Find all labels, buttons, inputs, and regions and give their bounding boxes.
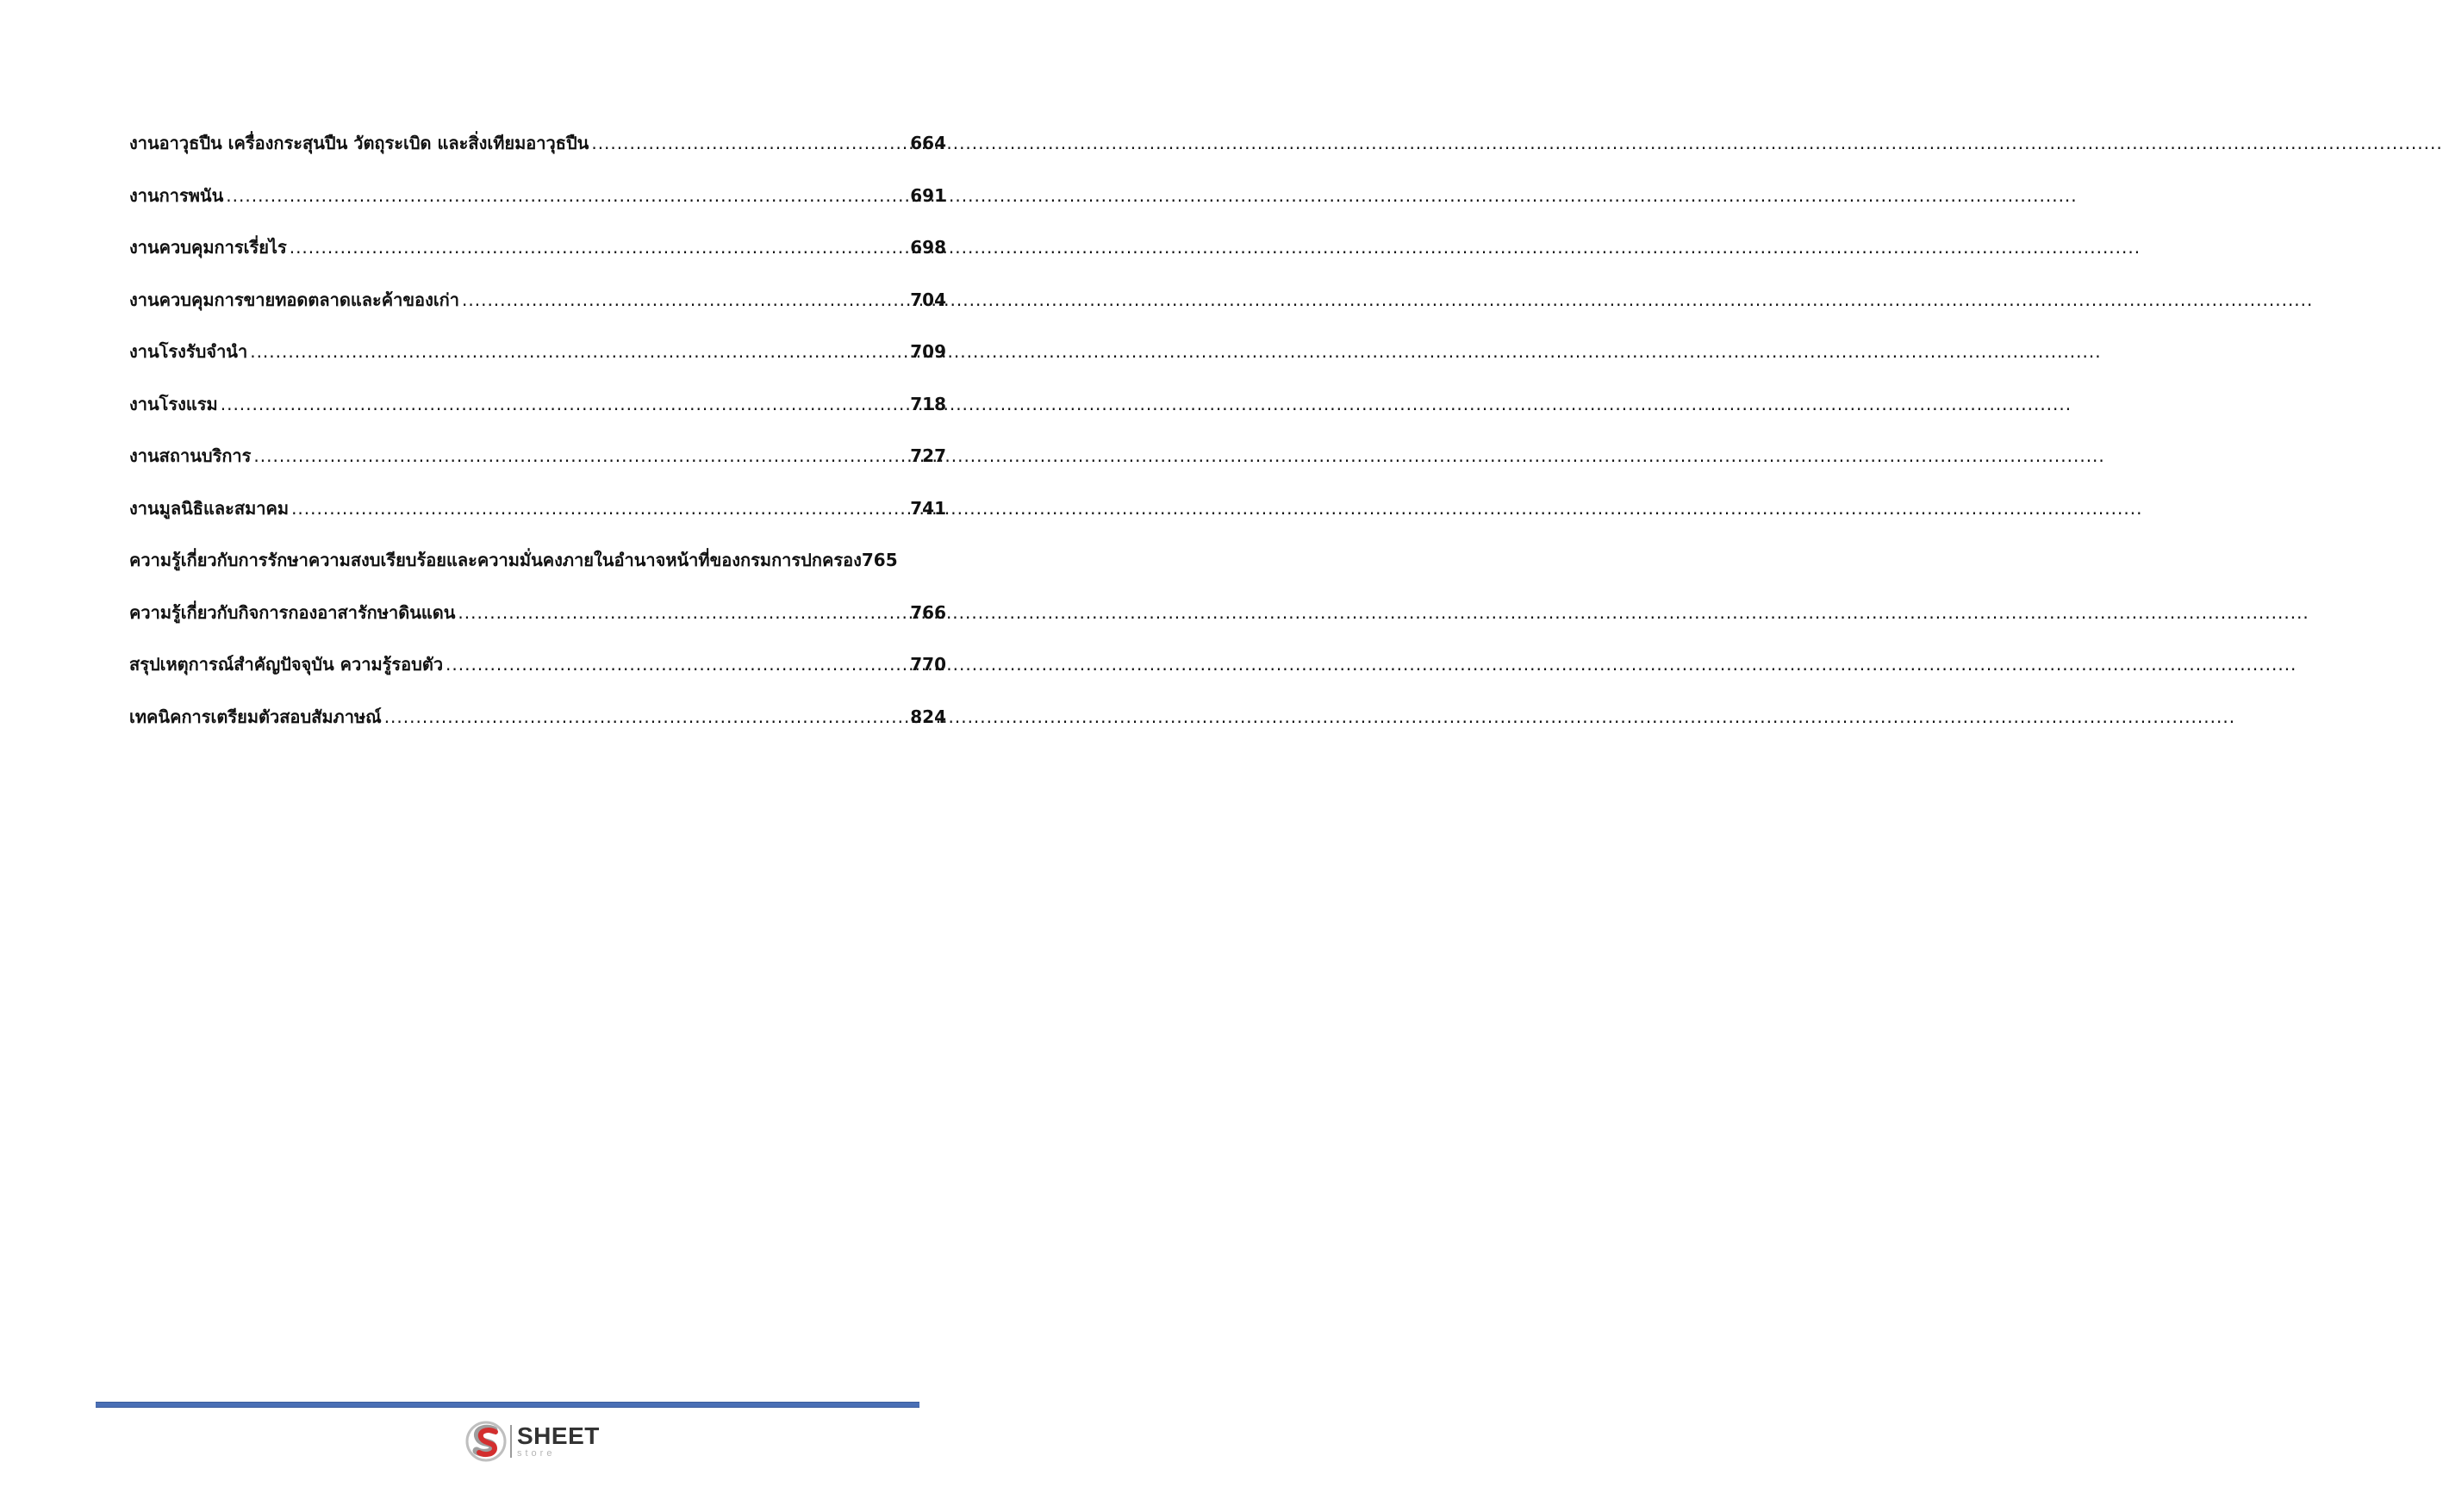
toc-entry[interactable] — [129, 182, 946, 234]
toc-leader-dots — [226, 185, 907, 206]
toc-entry-page: 824 — [910, 706, 946, 727]
toc-leader-dots — [253, 445, 907, 466]
toc-leader-dots — [250, 341, 907, 362]
logo-wordmark: SHEET — [517, 1422, 600, 1449]
toc-entry[interactable] — [129, 703, 946, 756]
toc-entry-page: 709 — [910, 341, 946, 362]
logo-text — [517, 1424, 600, 1459]
toc-leader-dots — [591, 133, 907, 153]
toc-entry-page: 770 — [910, 654, 946, 675]
toc-entry[interactable] — [129, 338, 946, 390]
toc-entry-title: งานควบคุมการขายทอดตลาดและค้าของเก่า — [129, 289, 460, 310]
toc-entry[interactable] — [129, 286, 946, 339]
toc-leader-dots — [458, 602, 907, 623]
toc-entry-page: 765 — [861, 550, 898, 570]
toc-leader-dots — [446, 654, 907, 675]
toc-entry[interactable] — [129, 442, 946, 495]
toc-leader-dots — [291, 498, 907, 519]
toc-leader-dots — [462, 289, 907, 310]
toc-entry[interactable] — [129, 495, 946, 547]
toc-entry-page: 691 — [910, 184, 946, 206]
toc-entry-page: 698 — [910, 237, 946, 258]
toc-entry[interactable] — [129, 233, 946, 286]
toc-entry[interactable] — [129, 599, 946, 651]
toc-entry[interactable] — [129, 129, 946, 182]
toc-entry-title: งานโรงรับจำนำ — [129, 341, 248, 362]
toc-entry-page: 718 — [910, 393, 946, 414]
toc-entry-page: 704 — [910, 289, 946, 310]
toc-entry-title: งานโรงแรม — [129, 393, 218, 414]
toc-entry-title: งานการพนัน — [129, 184, 224, 206]
toc-entry-title: ความรู้เกี่ยวกับการรักษาความสงบเรียบร้อยและความมั่นคงภายในอำนาจหน้าที่ของกรมการปกครอง — [129, 550, 862, 570]
toc-entry-title: งานมูลนิธิและสมาคม — [129, 497, 290, 519]
footer-logo — [465, 1420, 600, 1463]
toc-entry-page: 741 — [910, 497, 946, 519]
toc-leader-dots — [384, 706, 908, 727]
toc-entry-title: เทคนิคการเตรียมตัวสอบสัมภาษณ์ — [129, 706, 382, 727]
toc-entry-title: งานอาวุธปืน เครื่องกระสุนปืน วัตถุระเบิด และสิ่งเทียมอาวุธปืน — [129, 133, 589, 153]
toc-entry[interactable] — [129, 546, 946, 599]
footer-rule — [96, 1402, 919, 1408]
sheet-store-logo-icon — [465, 1421, 507, 1462]
toc-entry-page: 766 — [910, 601, 946, 623]
toc-entry-title: สรุปเหตุการณ์สำคัญปัจจุบัน ความรู้รอบตัว — [129, 654, 444, 675]
toc-entry-page: 664 — [910, 133, 946, 153]
table-of-contents — [129, 129, 946, 755]
logo-subtitle: store — [517, 1448, 556, 1459]
logo-divider — [510, 1425, 512, 1458]
toc-entry-title: ความรู้เกี่ยวกับกิจการกองอาสารักษาดินแดน — [129, 601, 456, 623]
toc-entry-title: งานสถานบริการ — [129, 445, 252, 466]
toc-leader-dots — [290, 237, 908, 258]
toc-entry[interactable] — [129, 650, 946, 703]
toc-entry-page: 727 — [910, 445, 946, 466]
toc-entry-title: งานควบคุมการเรี่ยไร — [129, 237, 287, 258]
toc-entry[interactable] — [129, 390, 946, 443]
toc-leader-dots — [221, 394, 908, 414]
